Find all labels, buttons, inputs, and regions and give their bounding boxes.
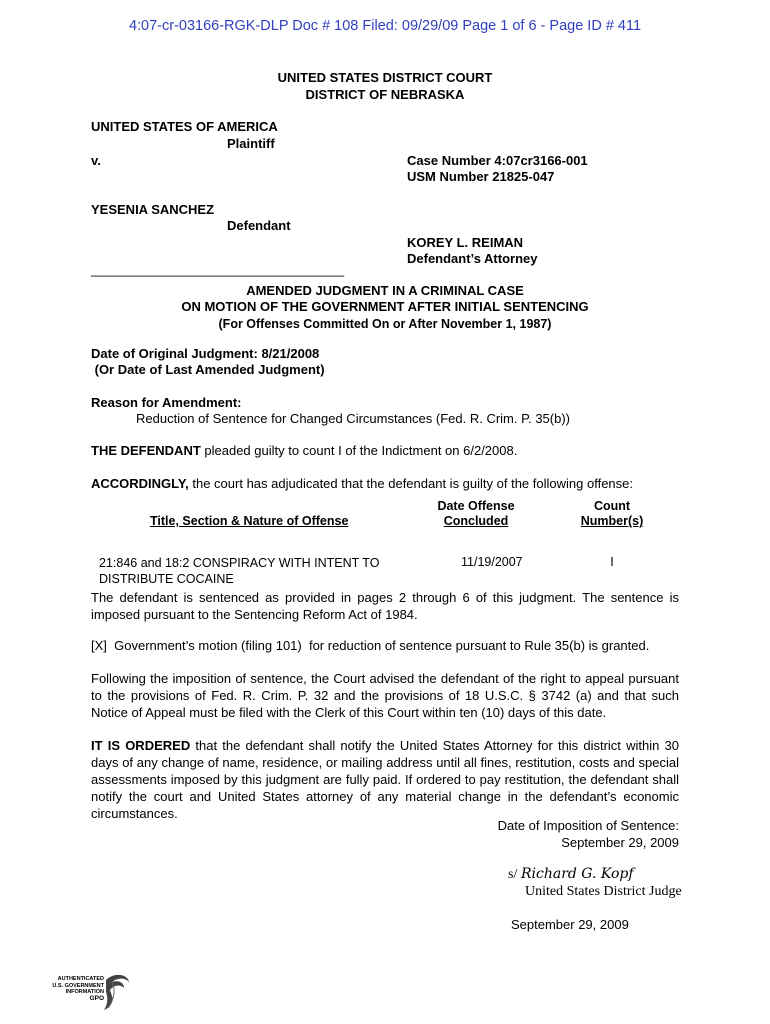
gpo-seal-line1: AUTHENTICATED — [57, 976, 104, 982]
plaintiff-role: Plaintiff — [227, 136, 275, 151]
imposition-date: September 29, 2009 — [561, 835, 679, 850]
defendant-plea-text: pleaded guilty to count I of the Indictment on 6/2/2008. — [200, 443, 518, 458]
motion-paragraph: [X] Government’s motion (filing 101) for reduction of sentence pursuant to Rule 35(b) is granted. — [91, 638, 650, 653]
count-column-header-line2: Number(s) — [580, 514, 644, 528]
attorney-name: KOREY L. REIMAN — [407, 235, 524, 250]
court-name: UNITED STATES DISTRICT COURT — [277, 70, 493, 85]
case-number: Case Number 4:07cr3166-001 — [407, 153, 588, 168]
defendant-role: Defendant — [227, 218, 291, 233]
last-amended-judgment-date: (Or Date of Last Amended Judgment) — [91, 362, 325, 377]
count-column-header — [566, 499, 658, 529]
imposition-label: Date of Imposition of Sentence: — [497, 818, 679, 833]
accordingly-lead: ACCORDINGLY, — [91, 476, 189, 491]
gpo-authentication-seal — [44, 972, 134, 1016]
accordingly-text: the court has adjudicated that the defendant is guilty of the following offense: — [188, 476, 633, 491]
judgment-title: AMENDED JUDGMENT IN A CRIMINAL CASE — [246, 283, 524, 298]
signature-prefix: s/ — [508, 867, 518, 882]
offense-column-header: Title, Section & Nature of Offense — [150, 514, 349, 528]
ordered-paragraph — [91, 737, 679, 822]
gpo-seal-line2: U.S. GOVERNMENT — [52, 982, 104, 989]
versus-label: v. — [91, 153, 101, 168]
offense-line1: 21:846 and 18:2 CONSPIRACY WITH INTENT TO — [99, 556, 380, 570]
court-district: DISTRICT OF NEBRASKA — [305, 87, 465, 102]
offense-date: 11/19/2007 — [461, 555, 523, 569]
ordered-lead: IT IS ORDERED — [91, 738, 191, 753]
judgment-applicability: (For Offenses Committed On or After November 1, 1987) — [218, 317, 552, 331]
date-column-header-line2: Concluded — [443, 514, 509, 528]
caption-rule: ___________________________________ — [91, 262, 345, 277]
ordered-text: that the defendant shall notify the United States Attorney for this district within 30 days of any change of name, residence, or mailing address until all fines, restitution, costs and special assessments imposed by this judgment are fully paid. If ordered to pay restitution, the defendant shall notify the court and United States attorney of any material change in the defendant’s economic circumstances. — [91, 738, 679, 821]
accordingly-statement — [91, 476, 633, 491]
appeal-paragraph: Following the imposition of sentence, the Court advised the defendant of the right to appeal pursuant to the provisions of Fed. R. Crim. P. 32 and the provisions of 18 U.S.C. § 3742 (a) and that such Notice of Appeal must be filed with the Clerk of this Court within ten (10) days of this date. — [91, 671, 679, 720]
gpo-seal-line4: GPO — [89, 994, 104, 1002]
judge-title: United States District Judge — [525, 884, 682, 899]
signature-block — [508, 866, 634, 883]
sentence-paragraph: The defendant is sentenced as provided in pages 2 through 6 of this judgment. The sentence is imposed pursuant to the Sentencing Reform Act of 1984. — [91, 590, 679, 622]
judgment-subtitle: ON MOTION OF THE GOVERNMENT AFTER INITIAL SENTENCING — [181, 299, 589, 314]
date-column-header — [416, 499, 536, 529]
signature-date: September 29, 2009 — [511, 917, 629, 932]
attorney-role: Defendant’s Attorney — [407, 251, 538, 266]
defendant-plea-lead: THE DEFENDANT — [91, 443, 201, 458]
date-column-header-line1: Date Offense — [437, 499, 515, 513]
plaintiff-name: UNITED STATES OF AMERICA — [91, 119, 278, 134]
amendment-label: Reason for Amendment: — [91, 395, 242, 410]
filing-header: 4:07-cr-03166-RGK-DLP Doc # 108 Filed: 09/29/09 Page 1 of 6 - Page ID # 411 — [128, 18, 642, 34]
offense-description — [99, 555, 379, 587]
gpo-seal-text — [44, 976, 104, 1002]
defendant-name: YESENIA SANCHEZ — [91, 202, 215, 217]
amendment-reason: Reduction of Sentence for Changed Circumstances (Fed. R. Crim. P. 35(b)) — [136, 411, 571, 426]
offense-count: I — [610, 555, 614, 569]
eagle-icon — [102, 972, 132, 1012]
count-column-header-line1: Count — [593, 499, 631, 513]
defendant-plea — [91, 443, 517, 458]
offense-line2: DISTRIBUTE COCAINE — [99, 572, 234, 586]
judge-signature: Richard G. Kopf — [520, 866, 634, 882]
usm-number: USM Number 21825-047 — [407, 169, 555, 184]
original-judgment-date: Date of Original Judgment: 8/21/2008 — [91, 346, 320, 361]
gpo-seal-line3: INFORMATION — [65, 989, 104, 995]
